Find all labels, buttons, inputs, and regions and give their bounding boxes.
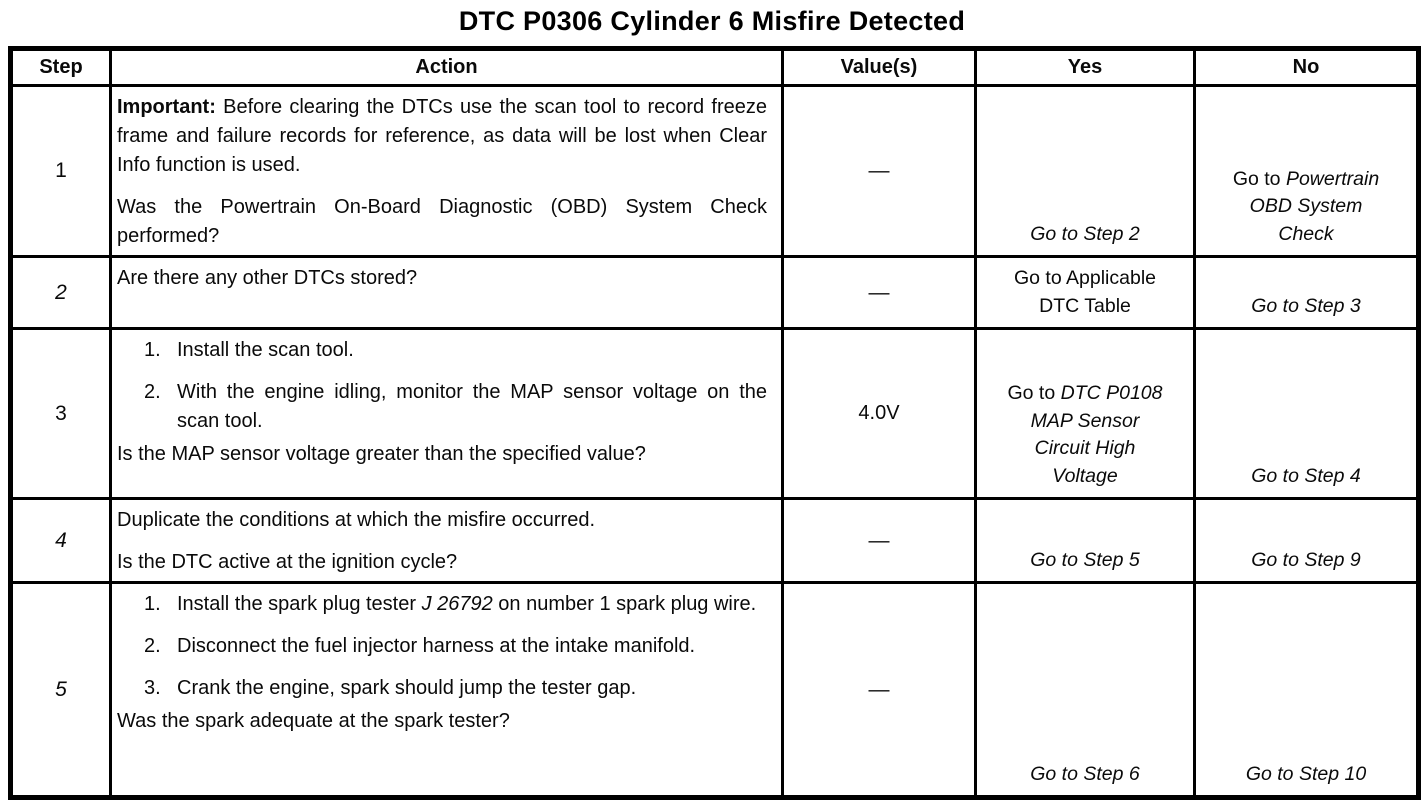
- text-run: Crank the engine, spark should jump the tester gap.: [177, 677, 637, 699]
- header-yes: Yes: [976, 49, 1195, 86]
- list-item-text: [177, 378, 767, 436]
- no-value-dash: —: [868, 159, 890, 182]
- yes-cell: [976, 583, 1195, 798]
- table-row: [11, 257, 1419, 329]
- step-cell: 5: [11, 583, 111, 798]
- list-item-number: 1.: [144, 339, 161, 361]
- header-no: No: [1195, 49, 1419, 86]
- no-cell: [1195, 499, 1419, 583]
- action-cell: [111, 329, 783, 499]
- action-paragraph: [117, 548, 767, 577]
- no-cell: [1195, 583, 1419, 798]
- text-run: Duplicate the conditions at which the misfire occurred.: [117, 509, 596, 531]
- list-item-number: 2.: [144, 635, 161, 657]
- header-step: Step: [11, 49, 111, 86]
- text-run: Go to: [1232, 167, 1286, 190]
- action-list-item: [117, 590, 767, 619]
- action-list-item: [117, 674, 767, 703]
- text-run: Go to Step 4: [1251, 464, 1361, 487]
- value-cell: [783, 86, 976, 257]
- text-run: Install the scan tool.: [177, 339, 354, 361]
- list-item-number: 1.: [144, 593, 161, 615]
- text-run: Was the spark adequate at the spark tester?: [117, 710, 510, 732]
- text-run: Is the DTC active at the ignition cycle?: [117, 551, 458, 573]
- no-cell: [1195, 257, 1419, 329]
- text-run: Install the spark plug tester: [177, 593, 422, 615]
- action-cell: [111, 86, 783, 257]
- text-run: DTC P0108: [1060, 382, 1163, 404]
- list-item-text: [177, 590, 767, 619]
- table-header: [11, 49, 1419, 86]
- step-cell: 2: [11, 257, 111, 329]
- text-run: Go to Step 6: [1030, 762, 1140, 785]
- step-cell: 1: [11, 86, 111, 257]
- text-run: MAP Sensor: [1030, 409, 1140, 432]
- text-run: on number 1 spark plug wire.: [492, 593, 757, 615]
- document-page: [0, 6, 1424, 800]
- text-run: Is the MAP sensor voltage greater than the specified value?: [117, 443, 646, 465]
- text-run: DTC Table: [1039, 294, 1131, 317]
- header-row: [11, 49, 1419, 86]
- value-cell: [783, 583, 976, 798]
- action-list-item: [117, 632, 767, 661]
- text-run: Important:: [117, 96, 216, 118]
- action-cell: [111, 583, 783, 798]
- text-run: Go to Applicable: [1013, 267, 1156, 289]
- text-run: Go to Step 5: [1030, 548, 1140, 571]
- yes-cell: [976, 329, 1195, 499]
- action-cell: [111, 257, 783, 329]
- step-cell: 3: [11, 329, 111, 499]
- list-item-number: 2.: [144, 381, 161, 403]
- list-item-text: [177, 336, 767, 365]
- yes-cell: [976, 499, 1195, 583]
- action-paragraph: [117, 264, 767, 293]
- table-row: [11, 583, 1419, 798]
- action-paragraph: [117, 707, 767, 736]
- table-body: [11, 86, 1419, 798]
- text-run: Voltage: [1052, 464, 1118, 487]
- text-run: Go to Step 9: [1251, 548, 1361, 571]
- no-cell: [1195, 329, 1419, 499]
- value-text: 4.0V: [858, 402, 900, 424]
- list-item-text: [177, 632, 767, 661]
- dtc-diagnostic-table: [8, 46, 1421, 800]
- yes-cell: [976, 86, 1195, 257]
- table-row: [11, 86, 1419, 257]
- step-cell: 4: [11, 499, 111, 583]
- text-run: Check: [1278, 222, 1334, 245]
- value-cell: [783, 329, 976, 499]
- text-run: Go to Step 3: [1251, 294, 1361, 317]
- list-item-number: 3.: [144, 677, 161, 699]
- action-paragraph: [117, 506, 767, 535]
- yes-cell: [976, 257, 1195, 329]
- action-list-item: [117, 378, 767, 436]
- text-run: Are there any other DTCs stored?: [117, 267, 418, 289]
- value-cell: [783, 257, 976, 329]
- text-run: Circuit High: [1034, 437, 1136, 459]
- header-action: Action: [111, 49, 783, 86]
- list-item-text: [177, 674, 767, 703]
- text-run: With the engine idling, monitor the MAP sensor voltage on the scan tool.: [177, 381, 767, 432]
- action-cell: [111, 499, 783, 583]
- page-title: DTC P0306 Cylinder 6 Misfire Detected: [458, 6, 966, 36]
- action-list-item: [117, 336, 767, 365]
- action-paragraph: [117, 193, 767, 251]
- no-value-dash: —: [868, 677, 890, 701]
- text-run: OBD System: [1249, 195, 1363, 217]
- table-row: [11, 329, 1419, 499]
- text-run: Go to Step 10: [1245, 762, 1367, 785]
- text-run: Disconnect the fuel injector harness at the intake manifold.: [177, 635, 696, 657]
- text-run: Before clearing the DTCs use the scan tool to record freeze frame and failure records for reference, as data will be lost when Clear Info function is used.: [117, 96, 767, 176]
- text-run: Powertrain: [1285, 167, 1380, 190]
- action-paragraph: [117, 440, 767, 469]
- table-row: [11, 499, 1419, 583]
- text-run: Go to Step 2: [1030, 222, 1140, 245]
- header-values: Value(s): [783, 49, 976, 86]
- text-run: J 26792: [421, 593, 493, 615]
- value-cell: [783, 499, 976, 583]
- text-run: Go to: [1007, 382, 1061, 404]
- text-run: Was the Powertrain On-Board Diagnostic (OBD) System Check performed?: [117, 196, 767, 247]
- no-value-dash: —: [868, 280, 890, 304]
- no-value-dash: —: [868, 528, 890, 552]
- no-cell: [1195, 86, 1419, 257]
- action-paragraph: [117, 93, 767, 180]
